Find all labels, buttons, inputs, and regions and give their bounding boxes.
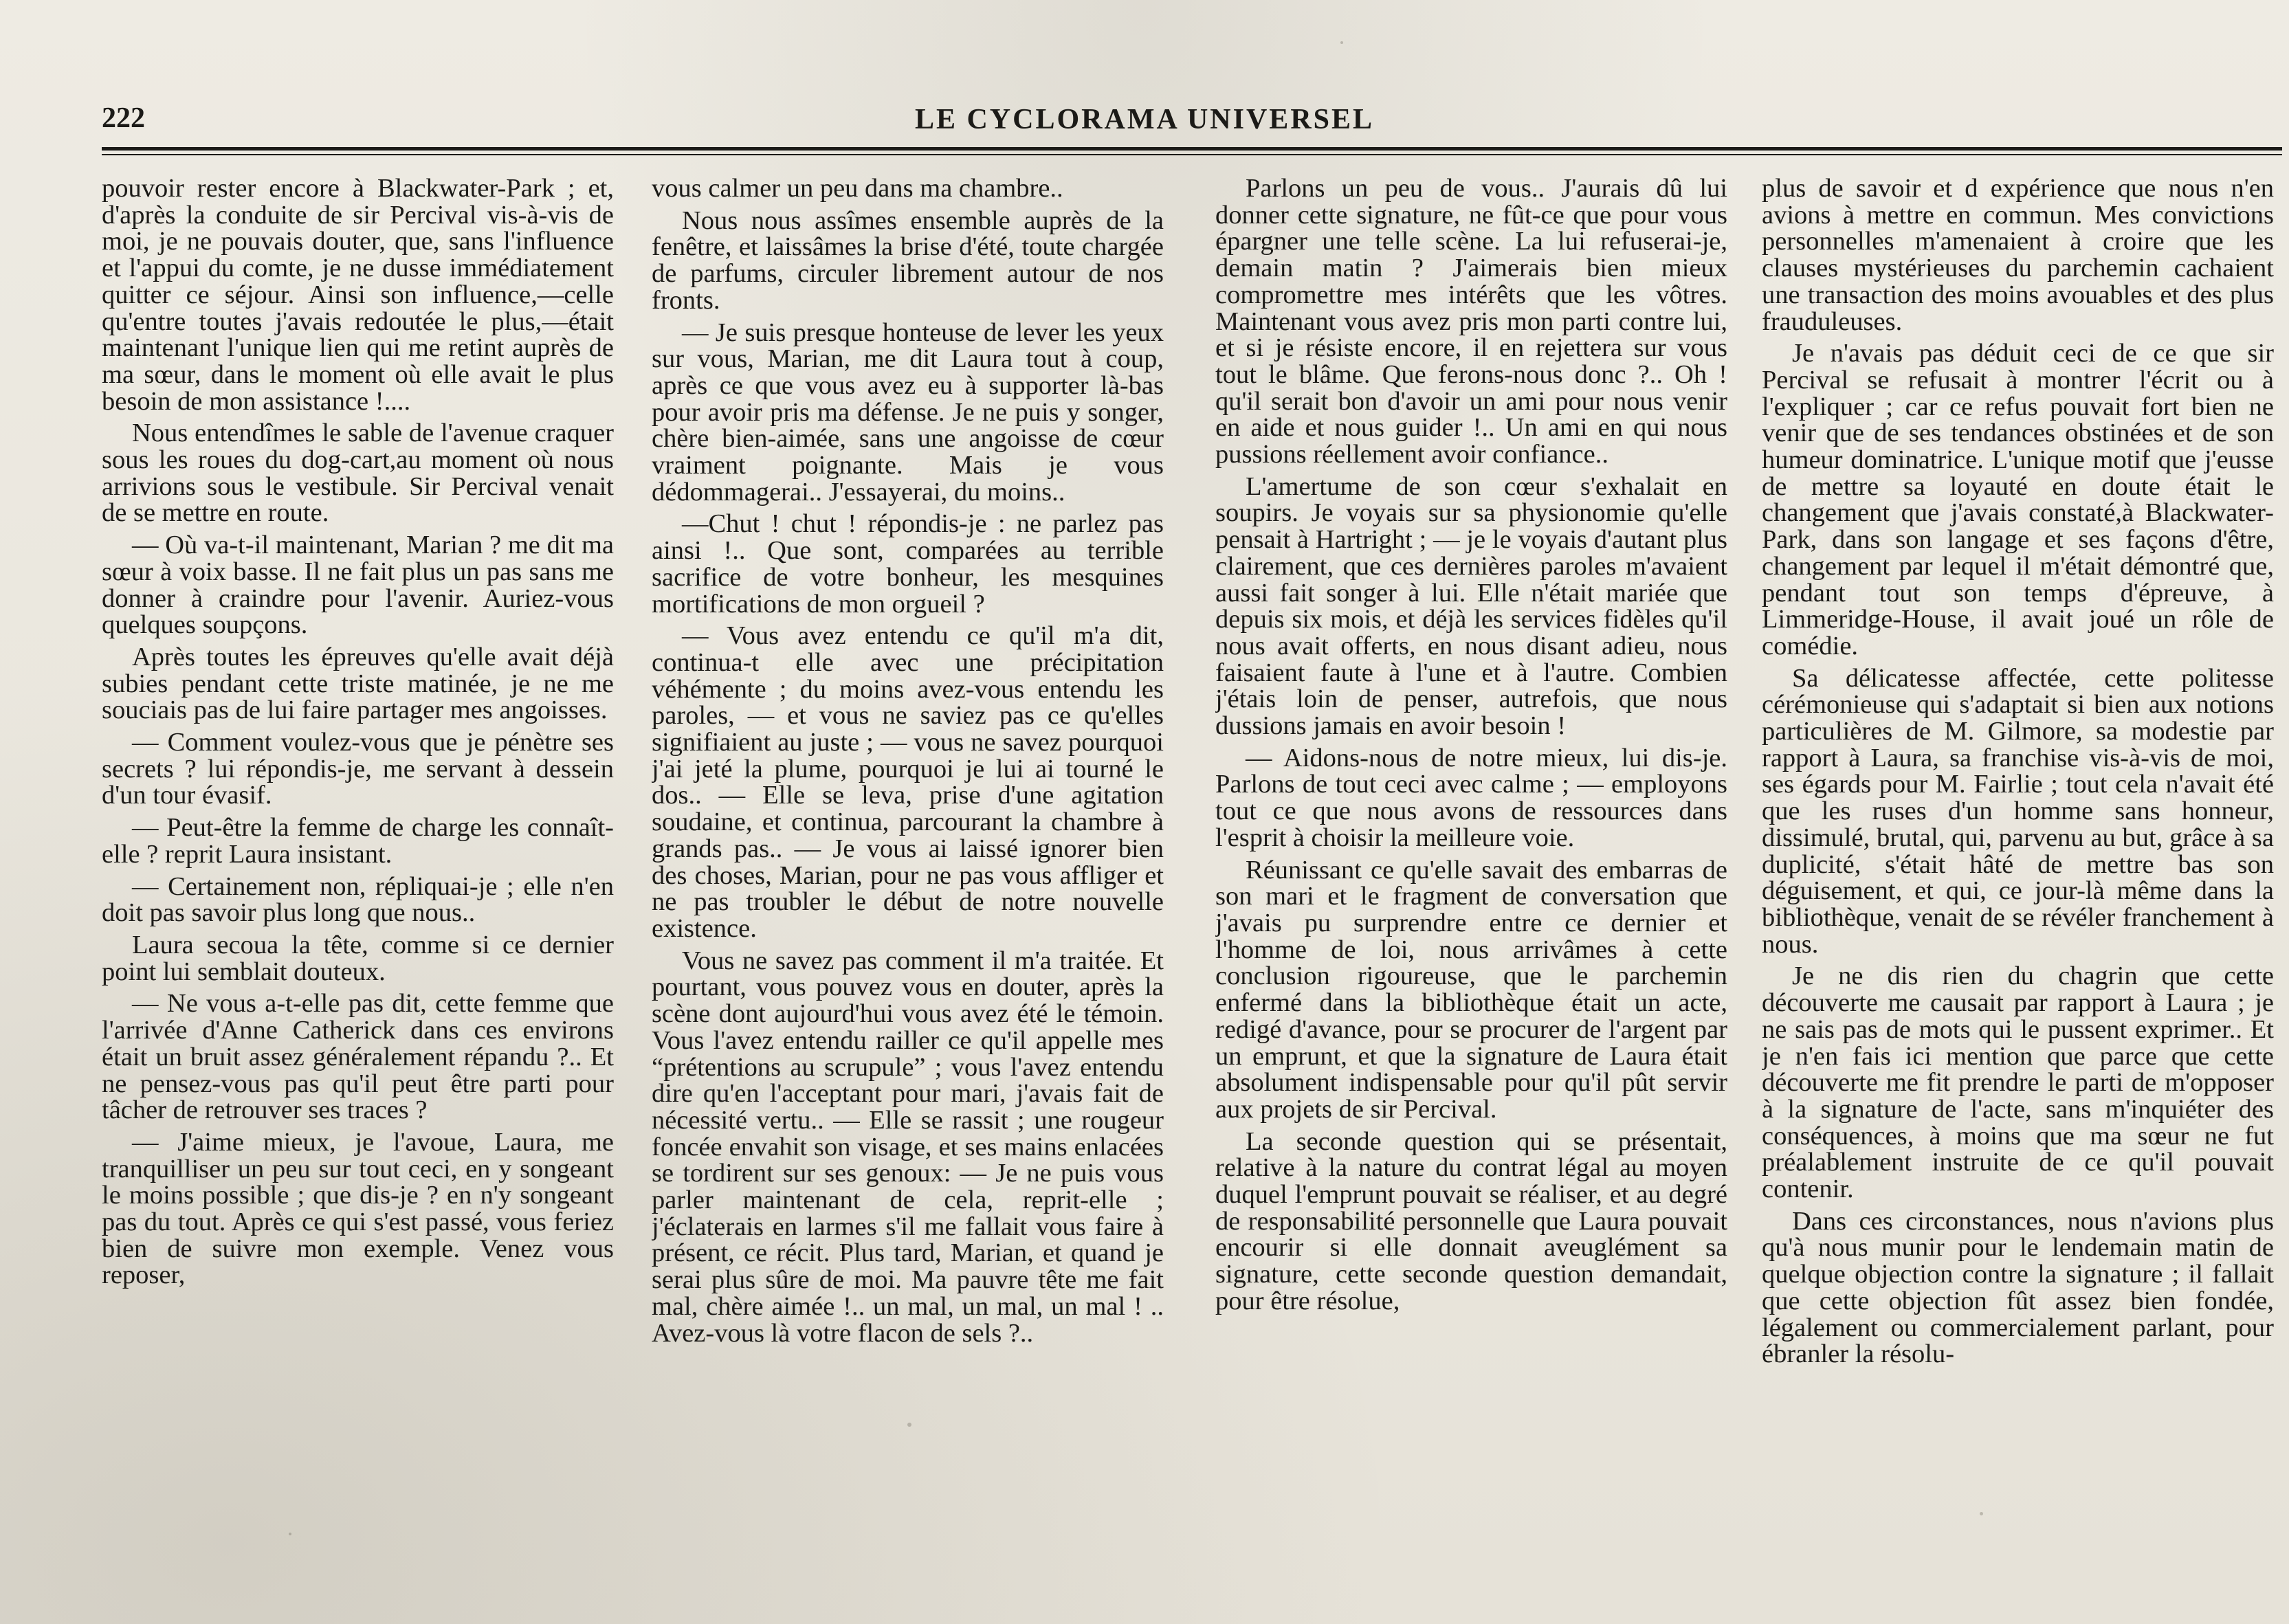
- column-3-paragraph: — Aidons-nous de notre mieux, lui dis-je. Parlons de tout ceci avec calme ; — employons tout ce que nous avons de ressources dans l'esprit à choisir la meilleure voie.: [1215, 743, 1727, 852]
- paper-speck: [907, 1423, 911, 1427]
- paper-speck: [289, 1533, 291, 1535]
- column-3-paragraph: Réunissant ce qu'elle savait des embarras de son mari et le fragment de conversation que j'avais pu surprendre entre ce dernier et l'homme de loi, nous arrivâmes à cette conclusion rigoureuse, que le parchemin enfermé dans la bibliothèque était un acte, redigé d'avance, pour se procurer de l'argent par un emprunt, et que la signature de Laura était absolument indispensable pour qu'il pût servir aux projets de sir Percival.: [1215, 855, 1727, 1124]
- column-1-paragraph: pouvoir rester encore à Blackwater-Park ; et, d'après la conduite de sir Percival vis-à-vis de moi, je ne pouvais douter, que, sans l'influence et l'appui du comte, je ne dusse immédiatement quitter ce séjour. Ainsi son influence,—celle qu'entre toutes j'avais redoutée le plus,—était maintenant l'unique lien qui me retint auprès de ma sœur, dans le moment où elle avait le plus besoin de mon assistance !....: [102, 175, 614, 416]
- text-column-2: [652, 175, 1164, 1454]
- text-column-3: [1215, 175, 1727, 1454]
- column-4-paragraph: Je ne dis rien du chagrin que cette découverte me causait par rapport à Laura ; je ne sais pas de mots qui le pussent exprimer.. Et je n'en fais ici mention que parce que cette découverte me fit prendre le parti de m'opposer à la signature de l'acte, sans m'inquiéter des conséquences, à moins que ma sœur ne fut préalablement instruite de ce qu'il pouvait contenir.: [1762, 961, 2274, 1204]
- column-4-paragraph: Sa délicatesse affectée, cette politesse cérémonieuse qui s'adaptait si bien aux notions particulières de M. Gilmore, sa modestie par rapport à Laura, sa franchise vis-à-vis de moi, ses égards pour M. Fairlie ; tout cela n'avait été que les ruses d'un homme sans honneur, dissimulé, brutal, qui, parvenu au but, grâce à sa duplicité, s'était hâté de mettre bas son déguisement, et qui, ce jour-là même dans la bibliothèque, venait de se révéler franchement à nous.: [1762, 663, 2274, 959]
- column-1-paragraph: — Ne vous a-t-elle pas dit, cette femme que l'arrivée d'Anne Catherick dans ces environs était un bruit assez généralement répandu ?.. Et ne pensez-vous pas qu'il peut être parti pour tâcher de retrouver ses traces ?: [102, 989, 614, 1125]
- column-2-paragraph: Nous nous assîmes ensemble auprès de la fenêtre, et laissâmes la brise d'été, toute chargée de parfums, circuler librement autour de nos fronts.: [652, 205, 1164, 315]
- column-1-paragraph: — Certainement non, répliquai-je ; elle n'en doit pas savoir plus long que nous..: [102, 871, 614, 928]
- column-1-paragraph: — Où va-t-il maintenant, Marian ? me dit ma sœur à voix basse. Il ne fait plus un pas sans me donner à craindre pour l'avenir. Auriez-vous quelques soupçons.: [102, 531, 614, 640]
- running-title: LE CYCLORAMA UNIVERSEL: [914, 104, 1375, 135]
- column-3-paragraph: La seconde question qui se présentait, relative à la nature du contrat légal au moyen duquel l'emprunt pouvait se réaliser, et au degré de responsabilité personnelle que Laura pouvait encourir si elle donnait aveuglément sa signature, cette seconde question demandait, pour être résolue,: [1215, 1126, 1727, 1315]
- column-1-paragraph: — Comment voulez-vous que je pénètre ses secrets ? lui répondis-je, me servant à dessein d'un tour évasif.: [102, 728, 614, 810]
- column-2-paragraph: vous calmer un peu dans ma chambre..: [652, 175, 1063, 203]
- text-column-1: [102, 175, 614, 1454]
- column-1-paragraph: — Peut-être la femme de charge les connaît-elle ? reprit Laura insistant.: [102, 813, 614, 869]
- column-4-paragraph: plus de savoir et d expérience que nous n'en avions à mettre en commun. Mes convictions personnelles m'amenaient à croire que les clauses mystérieuses du parchemin cachaient une transaction des moins avouables et des plus frauduleuses.: [1762, 175, 2274, 336]
- column-4-paragraph: Je n'avais pas déduit ceci de ce que sir Percival se refusait à montrer l'écrit ou à l'expliquer ; car ce refus pouvait fort bien ne venir que de ses tendances obstinées et de son humeur dominatrice. L'unique motif que j'eusse de mettre sa loyauté en doute était le changement que j'avais constaté,à Blackwater-Park, dans son langage et ses façons d'être, changement par lequel il m'était démontré que, pendant tout son temps d'épreuve, à Limmeridge-House, il avait joué un rôle de comédie.: [1762, 339, 2274, 660]
- header-rule-thick: [102, 147, 2282, 151]
- column-4-paragraph: Dans ces circonstances, nous n'avions plus qu'à nous munir pour le lendemain matin de quelque objection contre la signature ; il fallait que cette objection fût assez bien fondée, légalement ou commercialement parlant, pour ébranler la résolu-: [1762, 1206, 2274, 1369]
- column-2-paragraph: — Je suis presque honteuse de lever les yeux sur vous, Marian, me dit Laura tout à coup, après ce que vous avez eu à supporter là-bas pour avoir pris ma défense. Je ne puis y songer, chère bien-aimée, sans une angoisse de cœur vraiment poignante. Mais je vous dédommagerai.. J'essayerai, du moins..: [652, 318, 1164, 507]
- column-1-paragraph: — J'aime mieux, je l'avoue, Laura, me tranquilliser un peu sur tout ceci, en y songeant le moins possible ; que dis-je ? en n'y songeant pas du tout. Après ce qui s'est passé, vous feriez bien de suivre mon exemple. Venez vous reposer,: [102, 1127, 614, 1290]
- paper-speck: [1340, 41, 1343, 44]
- column-1-paragraph: Laura secoua la tête, comme si ce dernier point lui semblait douteux.: [102, 930, 614, 986]
- page-number: 222: [102, 102, 145, 134]
- column-1-paragraph: Nous entendîmes le sable de l'avenue craquer sous les roues du dog-cart,au moment où nous arrivions sous le vestibule. Sir Percival venait de se mettre en route.: [102, 419, 614, 528]
- column-2-paragraph: — Vous avez entendu ce qu'il m'a dit, continua-t elle avec une précipitation véhémente ; du moins avez-vous entendu les paroles, — et vous ne saviez pas ce qu'elles signifiaient au juste ; — vous ne savez pourquoi j'ai jeté la plume, pourquoi je lui ai tourné le dos.. — Elle se leva, prise d'une agitation soudaine, et continua, parcourant la chambre à grands pas.. — Je vous ai laissé ignorer bien des choses, Marian, pour ne pas vous affliger et ne pas troubler le début de notre nouvelle existence.: [652, 621, 1164, 943]
- header-rule-thin: [102, 154, 2282, 155]
- column-3-paragraph: Parlons un peu de vous.. J'aurais dû lui donner cette signature, ne fût-ce que pour vous épargner une telle scène. La lui refuserai-je, demain matin ? J'aimerais bien mieux compromettre mes intérêts que les vôtres. Maintenant vous avez pris mon parti contre lui, et si je résiste encore, il en rejettera sur vous tout le blâme. Que ferons-nous donc ?.. Oh ! qu'il serait bon d'avoir un ami pour nous venir en aide et nous guider !.. Un ami en qui nous pussions réellement avoir confiance..: [1215, 175, 1727, 469]
- column-2-paragraph: Vous ne savez pas comment il m'a traitée. Et pourtant, vous pouvez vous en douter, après la scène dont aujourd'hui vous avez été le témoin. Vous l'avez entendu railler ce qu'il appelle mes “prétentions au scrupule” ; vous l'avez entendu dire qu'en l'acceptant pour mari, j'avais fait de nécessité vertu.. — Elle se rassit ; une rougeur foncée envahit son visage, et ses mains enlacées se tordirent sur ses genoux: — Je ne puis vous parler maintenant de cela, reprit-elle ; j'éclaterais en larmes s'il me fallait vous faire à présent, ce récit. Plus tard, Marian, et quand je serai plus sûre de moi. Ma pauvre tête me fait mal, chère aimée !.. un mal, un mal, un mal ! .. Avez-vous là votre flacon de sels ?..: [652, 946, 1164, 1348]
- column-2-paragraph: —Chut ! chut ! répondis-je : ne parlez pas ainsi !.. Que sont, comparées au terrible sacrifice de votre bonheur, les mesquines mortifications de mon orgueil ?: [652, 509, 1164, 619]
- paper-speck: [1980, 1512, 1983, 1515]
- column-1-paragraph: Après toutes les épreuves qu'elle avait déjà subies pendant cette triste matinée, je ne me souciais pas de lui faire partager mes angoisses.: [102, 642, 614, 725]
- column-3-paragraph: L'amertume de son cœur s'exhalait en soupirs. Je voyais sur sa physionomie qu'elle pensait à Hartright ; — je le voyais d'autant plus clairement, que ces dernières paroles m'avaient aussi fait songer à lui. Elle n'était mariée que depuis six mois, et déjà les services fidèles qu'il nous avait offerts, en nous disant adieu, nous faisaient faute à l'une et à l'autre. Combien j'étais loin de penser, autrefois, que nous dussions jamais en avoir besoin !: [1215, 471, 1727, 741]
- text-column-4: [1762, 175, 2274, 1454]
